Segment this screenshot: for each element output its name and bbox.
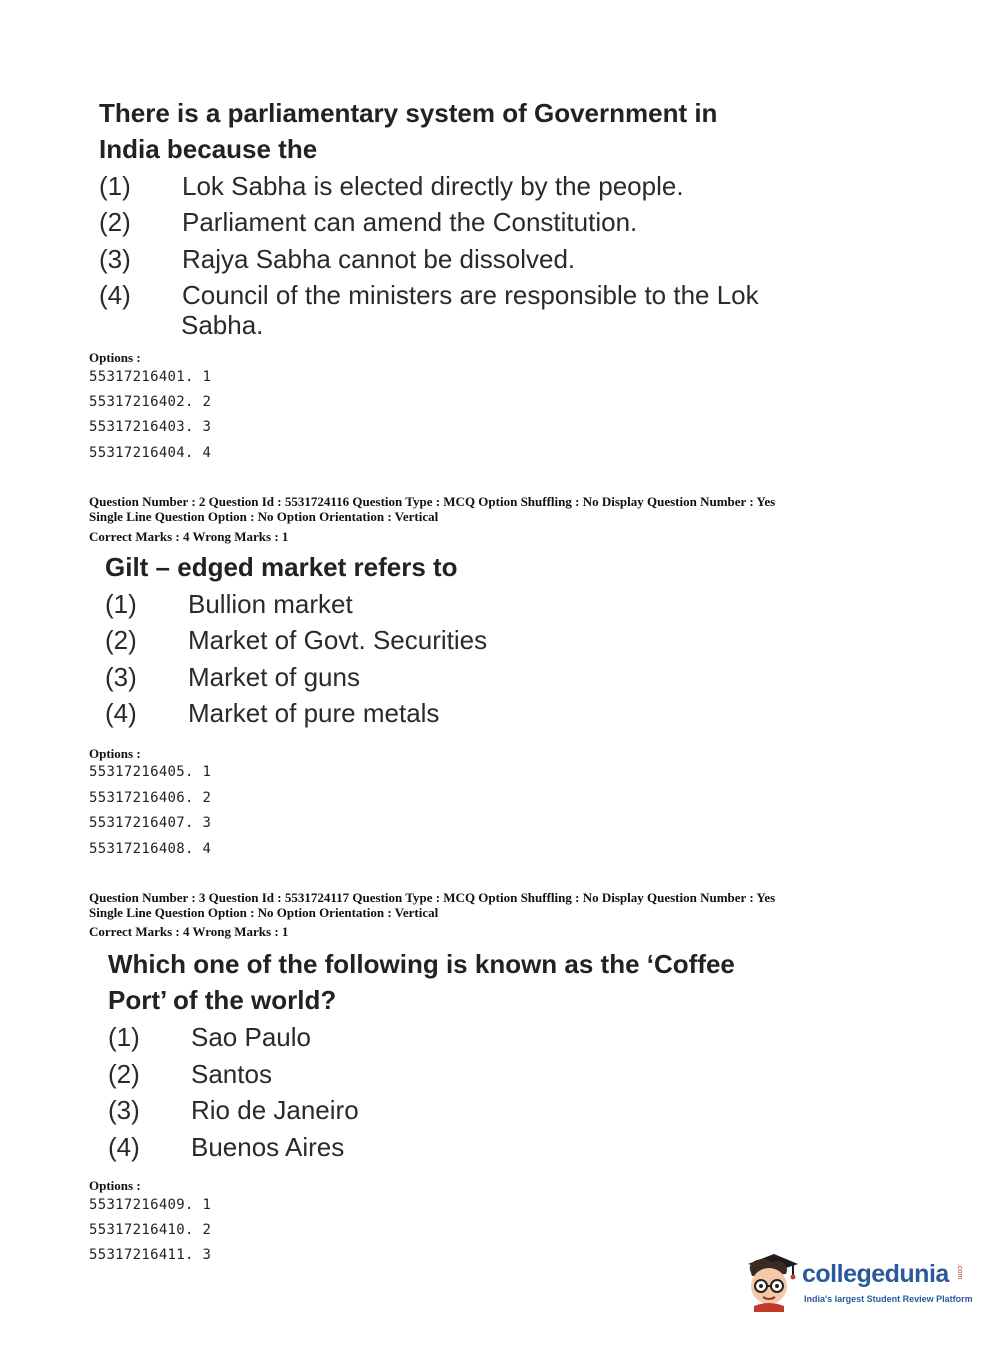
q1-code-3: 55317216403. 3 [89,419,212,435]
q1-code-1: 55317216401. 1 [89,369,212,385]
logo-tagline: India's largest Student Review Platform [804,1294,973,1304]
q1-option-3-number: (3) [99,244,131,274]
q1-code-4: 55317216404. 4 [89,445,212,461]
q2-options-label: Options : [89,746,141,761]
q2-code-2: 55317216406. 2 [89,790,212,806]
q2-meta-line1: Question Number : 2 Question Id : 5531724116 Question Type : MCQ Option Shuffling : No Display Question Number : Yes [89,494,776,509]
q3-option-2-text: Santos [191,1059,272,1089]
q1-option-2-number: (2) [99,207,131,237]
q2-meta-line3: Correct Marks : 4 Wrong Marks : 1 [89,529,289,544]
q1-option-4-number: (4) [99,280,131,310]
q3-option-3-number: (3) [108,1095,140,1125]
q2-meta-line2: Single Line Question Option : No Option Orientation : Vertical [89,509,439,524]
collegedunia-logo [742,1250,972,1312]
q2-heading: Gilt – edged market refers to [105,552,458,582]
q3-code-3: 55317216411. 3 [89,1247,212,1263]
q3-code-1: 55317216409. 1 [89,1197,212,1213]
q3-option-4-number: (4) [108,1132,140,1162]
q3-meta-line2: Single Line Question Option : No Option Orientation : Vertical [89,905,439,920]
q3-options-label: Options : [89,1178,141,1193]
q3-code-2: 55317216410. 2 [89,1222,212,1238]
q3-option-3-text: Rio de Janeiro [191,1095,359,1125]
q3-meta-line1: Question Number : 3 Question Id : 5531724117 Question Type : MCQ Option Shuffling : No Display Question Number : Yes [89,890,776,905]
q2-option-2-text: Market of Govt. Securities [188,625,488,655]
student-mascot-icon [742,1250,800,1312]
q3-option-4-text: Buenos Aires [191,1132,345,1162]
q2-option-4-number: (4) [105,698,137,728]
q1-option-4-text: Council of the ministers are responsible to the Lok [182,280,759,310]
q2-option-3-text: Market of guns [188,662,360,692]
q1-option-2-text: Parliament can amend the Constitution. [182,207,638,237]
q1-option-1-number: (1) [99,171,131,201]
logo-brand-text: collegedunia [802,1260,949,1288]
q1-option-4-text-cont: Sabha. [181,310,264,340]
q1-option-3-text: Rajya Sabha cannot be dissolved. [182,244,576,274]
q1-heading-line1: There is a parliamentary system of Government in [99,98,718,128]
q2-option-1-text: Bullion market [188,589,353,619]
q2-code-3: 55317216407. 3 [89,815,212,831]
q3-heading-line1: Which one of the following is known as the ‘Coffee [108,949,735,979]
q3-option-1-text: Sao Paulo [191,1022,311,1052]
q2-code-1: 55317216405. 1 [89,764,212,780]
q1-heading-line2: India because the [99,134,318,164]
q2-option-1-number: (1) [105,589,137,619]
q2-option-3-number: (3) [105,662,137,692]
q3-meta-line3: Correct Marks : 4 Wrong Marks : 1 [89,924,289,939]
q2-code-4: 55317216408. 4 [89,841,212,857]
q1-code-2: 55317216402. 2 [89,394,212,410]
q1-options-label: Options : [89,350,141,365]
q1-option-1-text: Lok Sabha is elected directly by the people. [182,171,684,201]
logo-domain-suffix: .com [956,1264,963,1280]
q3-heading-line2: Port’ of the world? [108,985,337,1015]
q2-option-2-number: (2) [105,625,137,655]
q3-option-1-number: (1) [108,1022,140,1052]
q2-option-4-text: Market of pure metals [188,698,440,728]
q3-option-2-number: (2) [108,1059,140,1089]
